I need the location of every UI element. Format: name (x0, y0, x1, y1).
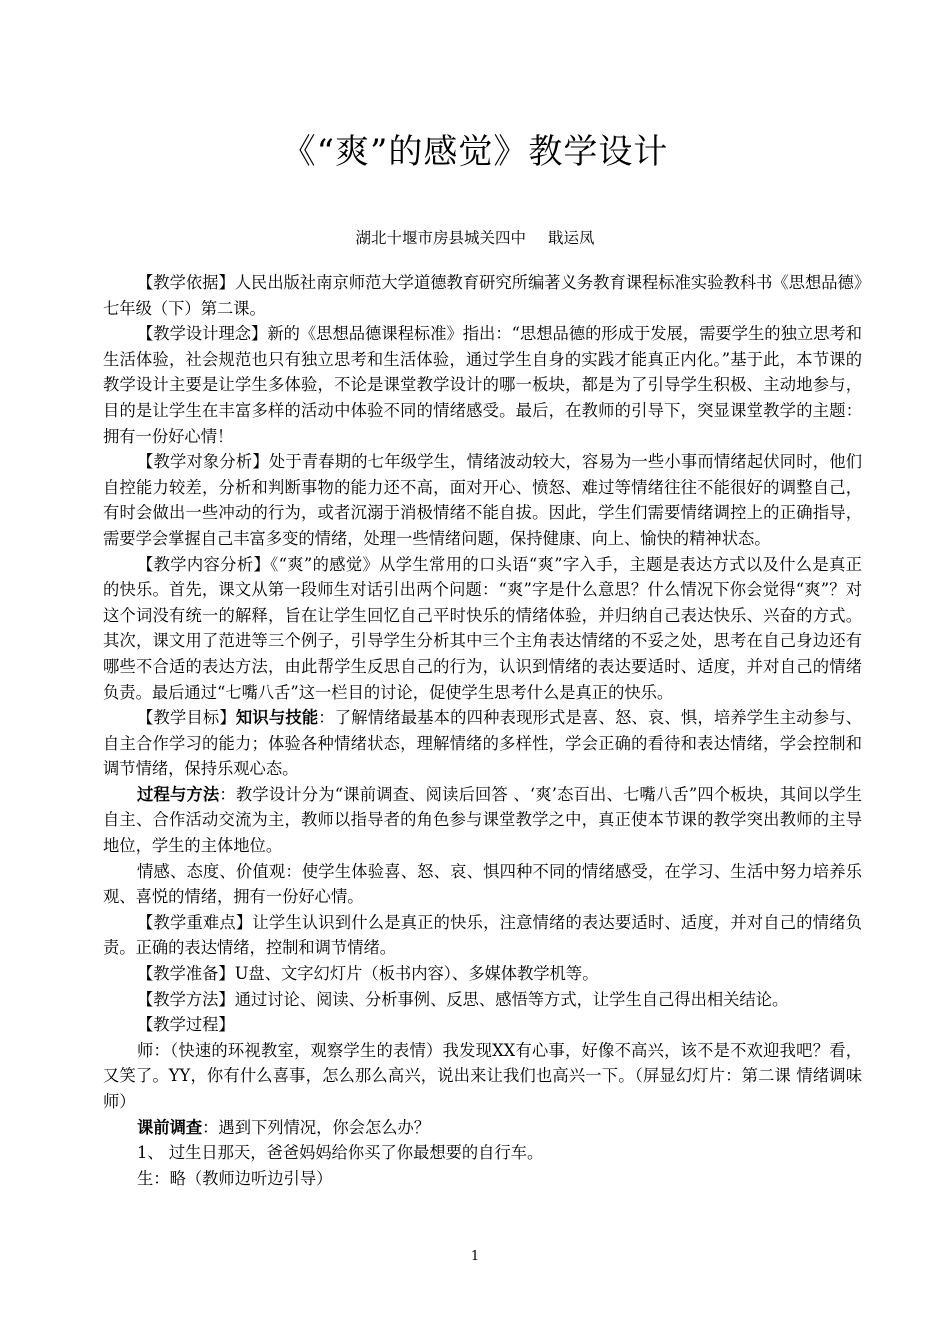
paragraph-student: 生：略（教师边听边引导） (137, 1168, 333, 1188)
paragraph-goals (103, 705, 862, 782)
label-knowledge: 知识与技能 (235, 708, 319, 728)
paragraph-method (103, 987, 862, 1013)
author-line (0, 226, 950, 250)
text-survey: ：遇到下列情况，你会怎么办？ (202, 1117, 431, 1137)
label-key-points: 【教学重难点】 (137, 912, 253, 932)
text-content: 《“爽”的感觉》从学生常用的口头语“爽”字入手，主题是表达方式以及什么是真正的快乐。首先，课文从第一段师生对话引出两个问题：“爽”字是什么意思？什么情况下你会觉得“爽”？对这个词没有统一的解释，旨在让学生回忆自己平时快乐的情绪体验，并归纳自己表达快乐、兴奋的方式。其次，课文用了范进等三个例子，引导学生分析其中三个主角表达情绪的不妥之处，思考在自己身边还有哪些不合适的表达方法，由此帮学生反思自己的行为，认识到情绪的表达要适时、适度，并对自己的情绪负责。最后通过“七嘴八舌”这一栏目的讨论，促使学生思考什么是真正的快乐。 (103, 554, 862, 702)
paragraph-basis (103, 270, 862, 321)
author-school: 湖北十堰市房县城关四中 (355, 229, 526, 247)
label-preparation: 【教学准备】 (137, 964, 235, 984)
author-name: 戢运凤 (548, 229, 595, 247)
label-process-method: 过程与方法 (137, 784, 220, 804)
label-content: 【教学内容分析】 (137, 554, 271, 574)
paragraph-survey (103, 1115, 862, 1141)
text-method: 通过讨论、阅读、分析事例、反思、感悟等方式，让学生自己得出相关结论。 (234, 989, 789, 1009)
text-process-method: ：教学设计分为“课前调查、阅读后回答 、‘爽’态百出、七嘴八舌”四个板块，其间以学生自主、合作活动交流为主，教师以指导者的角色参与课堂教学之中，真正使本节课的教学突出教师的主导地位，学生的主体地位。 (103, 784, 862, 856)
page-number: 1 (470, 1249, 480, 1264)
paragraph-content (103, 552, 862, 706)
text-preparation: U盘、文字幻灯片（板书内容）、多媒体教学机等。 (234, 964, 599, 984)
label-goals: 【教学目标】 (137, 708, 236, 728)
paragraph-emotion: 情感、态度、价值观：使学生体验喜、怒、哀、惧四种不同的情绪感受，在学习、生活中努力培养乐观、喜悦的情绪，拥有一份好心情。 (103, 861, 862, 907)
label-concept: 【教学设计理念】 (137, 324, 268, 344)
heading-process: 【教学过程】 (137, 1015, 235, 1035)
paragraph-preparation (103, 961, 862, 987)
paragraph-audience (103, 449, 862, 551)
paragraph-concept (103, 321, 862, 449)
label-method: 【教学方法】 (137, 989, 235, 1009)
label-survey: 课前调查 (137, 1117, 203, 1137)
survey-item-1: 1、 过生日那天，爸爸妈妈给你买了你最想要的自行车。 (137, 1143, 544, 1163)
document-title: 《“爽”的感觉》教学设计 (281, 132, 669, 172)
text-key-points: 让学生认识到什么是真正的快乐，注意情绪的表达要适时、适度，并对自己的情绪负责。正确的表达情绪，控制和调节情绪。 (103, 912, 862, 958)
document-body (103, 270, 862, 1191)
paragraph-teacher: 师：（快速的环视教室，观察学生的表情）我发现XX有心事，好像不高兴，该不是不欢迎我吧？看，又笑了。YY，你有什么喜事，怎么那么高兴，说出来让我们也高兴一下。（屏显幻灯片：第二课 情绪调味师） (103, 1040, 862, 1111)
text-concept: 新的《思想品德课程标准》指出：“思想品德的形成于发展，需要学生的独立思考和生活体验，社会规范也只有独立思考和生活体验，通过学生自身的实践才能真正内化。”基于此，本节课的教学设计主要是让学生多体验，不论是课堂教学设计的哪一板块，都是为了引导学生积极、主动地参与，目的是让学生在丰富多样的活动中体验不同的情绪感受。最后，在教师的引导下，突显课堂教学的主题：拥有一份好心情！ (103, 324, 862, 446)
paragraph-key-points (103, 910, 862, 961)
label-basis: 【教学依据】 (137, 273, 235, 292)
text-knowledge: ：了解情绪最基本的四种表现形式是喜、怒、哀、惧，培养学生主动参与、自主合作学习的能力；体验各种情绪状态，理解情绪的多样性，学会正确的看待和表达情绪，学会控制和调节情绪，保持乐观心态。 (103, 708, 862, 779)
paragraph-process-method (103, 782, 862, 859)
text-basis: 人民出版社南京师范大学道德教育研究所编著义务教育课程标准实验教科书《思想品德》七年级（下）第二课。 (103, 273, 862, 318)
text-audience: 处于青春期的七年级学生，情绪波动较大，容易为一些小事而情绪起伏同时，他们自控能力较差，分析和判断事物的能力还不高，面对开心、愤怒、难过等情绪往往不能很好的调整自己，有时会做出一些冲动的行为，或者沉溺于消极情绪不能自拔。因此，学生们需要情绪调控上的正确指导，需要学会掌握自己丰富多变的情绪，处理一些情绪问题，保持健康、向上、愉快的精神状态。 (103, 452, 862, 548)
label-audience: 【教学对象分析】 (137, 452, 269, 472)
